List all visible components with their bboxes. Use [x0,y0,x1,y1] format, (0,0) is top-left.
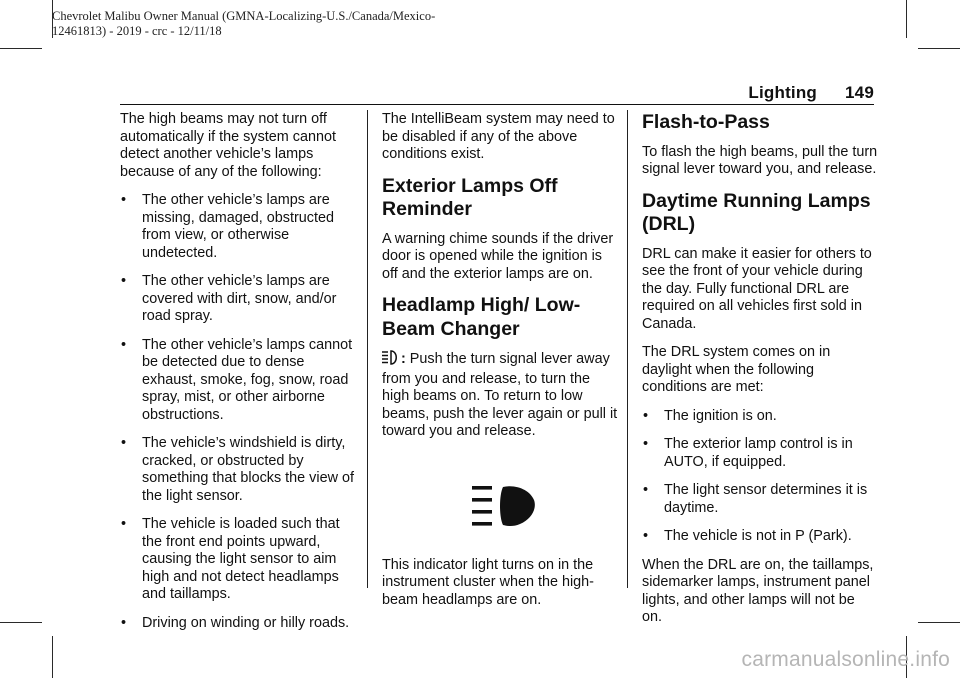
crop-mark [52,636,53,678]
bullet-dot: • [121,614,127,631]
list-item [642,436,878,471]
document-header-line-2: 12461813) - 2019 - crc - 12/11/18 [52,24,222,38]
bullet-dot: • [121,435,127,451]
column-divider [627,110,628,588]
list-item [120,615,360,633]
list-item [120,516,360,604]
bullet-dot: • [643,436,649,452]
changer-paragraph [382,350,620,441]
intro-paragraph: The high beams may not turn off automatically if the system cannot detect another vehicle’s lamps because of any of the following: [120,111,336,180]
bullet-dot: • [121,336,127,353]
list-item [642,482,878,517]
list-item-text: Driving on winding or hilly roads. [142,614,350,631]
list-item [642,528,878,546]
crop-mark [0,48,42,49]
bullet-dot: • [643,528,649,544]
list-item-text: The other vehicle’s lamps are covered with dirt, snow, and/or road spray. [142,273,337,324]
list-item [120,192,360,262]
heading-headlamp-changer: Headlamp High/ Low-Beam Changer [382,294,581,340]
icon-colon: : [401,351,406,367]
bullet-dot: • [121,273,127,289]
list-item-text: The other vehicle’s lamps cannot be detected due to dense exhaust, smoke, fog, snow, road spray, mist, or other airborne obstructions. [142,336,353,423]
document-header [52,9,435,39]
crop-mark [906,0,907,38]
document-header-line-1: Chevrolet Malibu Owner Manual (GMNA-Localizing-U.S./Canada/Mexico- [52,9,436,23]
column-2 [382,111,620,620]
column-1 [120,111,360,643]
high-beam-headlamp-icon [382,350,399,371]
list-item [120,435,360,505]
list-item-text: The exterior lamp control is in AUTO, if equipped. [664,436,853,470]
page-number: 149 [845,83,874,102]
list-item-text: The vehicle is loaded such that the front end points upward, causing the light sensor to aim high and not detect headlamps and taillamps. [142,516,340,602]
crop-mark [918,622,960,623]
list-item [120,273,360,326]
heading-daytime-running-lamps: Daytime Running Lamps (DRL) [642,189,871,235]
drl-paragraph-1: DRL can make it easier for others to see the front of your vehicle during the day. Fully functional DRL are required on all vehicles first sold in Canada. [642,245,872,332]
bullet-dot: • [121,516,127,532]
list-item-text: The vehicle is not in P (Park). [664,528,852,544]
list-item-text: The light sensor determines it is daytime. [664,482,868,516]
heading-flash-to-pass: Flash-to-Pass [642,111,770,133]
watermark: carmanualsonline.info [741,648,950,671]
running-head [748,83,874,103]
list-item [642,408,878,426]
reminder-paragraph: A warning chime sounds if the driver door is opened while the ignition is off and the exterior lamps are on. [382,230,614,282]
heading-exterior-lamps-off-reminder: Exterior Lamps Off Reminder [382,174,558,220]
bullet-dot: • [643,482,649,498]
list-item-text: The other vehicle’s lamps are missing, damaged, obstructed from view, or otherwise undetected. [142,192,334,261]
column-divider [367,110,368,588]
list-item [120,337,360,425]
column-3 [642,111,878,638]
drl-paragraph-3: When the DRL are on, the taillamps, sidemarker lamps, instrument panel lights, and other lamps will not be on. [642,556,874,625]
changer-text: Push the turn signal lever away from you and release, to turn the high beams on. To return to low beams, push the lever again or pull it toward you and release. [382,351,618,439]
section-title: Lighting [748,83,818,102]
list-item-text: The vehicle’s windshield is dirty, cracked, or obstructed by something that blocks the view of the light sensor. [142,435,354,504]
bullet-dot: • [121,192,127,208]
intellibeam-paragraph: The IntelliBeam system may need to be disabled if any of the above conditions exist. [382,111,615,162]
drl-paragraph-2: The DRL system comes on in daylight when the following conditions are met: [642,344,831,395]
indicator-paragraph: This indicator light turns on in the instrument cluster when the high-beam headlamps are on. [382,556,594,608]
list-item-text: The ignition is on. [664,407,777,424]
header-rule [120,104,874,105]
bullet-dot: • [643,407,649,424]
crop-mark [0,622,42,623]
crop-mark [918,48,960,49]
high-beam-headlamp-icon [472,485,536,527]
flash-paragraph: To flash the high beams, pull the turn signal lever toward you, and release. [642,143,878,177]
